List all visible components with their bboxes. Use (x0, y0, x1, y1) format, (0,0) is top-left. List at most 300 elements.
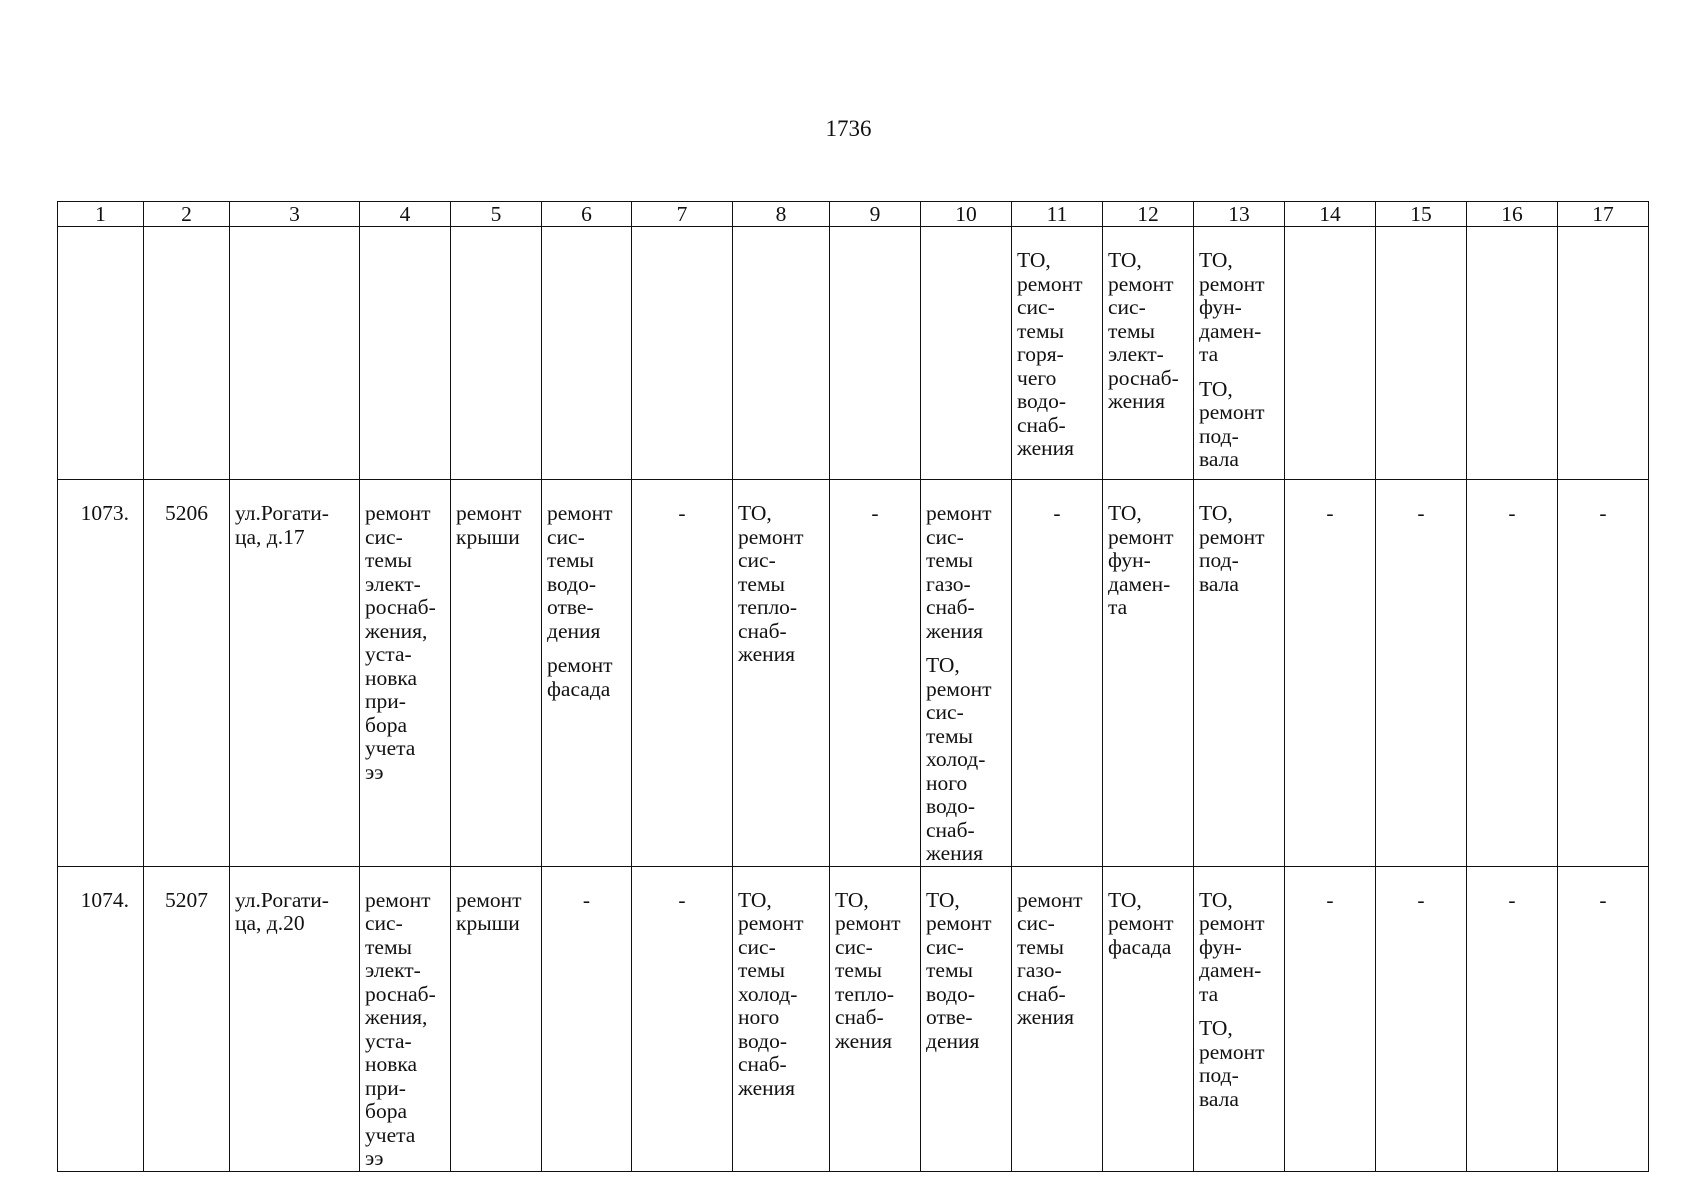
cell-content (830, 867, 920, 1054)
column-header-5: 5 (451, 202, 542, 227)
cell-text-line: дения (926, 1028, 980, 1053)
cell-content (542, 867, 631, 913)
cell-paragraph (1199, 249, 1280, 367)
cell-text-line: темы (365, 934, 412, 959)
cell-text-line: ул.Рогати- (235, 501, 329, 525)
cell-text-line: ТО, (738, 501, 772, 525)
cell-text-line: роснаб- (365, 981, 436, 1006)
cell-content (830, 227, 920, 249)
cell-text-line: уста- (365, 642, 412, 666)
cell-paragraph (634, 889, 730, 913)
cell-text-line: 5207 (165, 887, 208, 912)
cell-content (360, 480, 450, 784)
cell-text-line: крыши (456, 911, 520, 935)
table-cell-col-7 (632, 227, 733, 480)
cell-text-line: жения (1108, 389, 1166, 413)
cell-content (632, 227, 732, 249)
cell-paragraph (1017, 889, 1098, 1030)
table-cell-col-2 (144, 480, 230, 867)
cell-text-line: сис- (738, 548, 776, 572)
cell-text-line: сис- (1108, 295, 1146, 319)
table-cell-col-4 (360, 227, 451, 480)
cell-text-line: жения (1017, 1005, 1075, 1029)
cell-paragraph (365, 502, 446, 784)
cell-content (921, 227, 1011, 249)
cell-text-line: под- (1199, 1063, 1239, 1087)
cell-content (1558, 867, 1648, 913)
cell-text-line: холод- (926, 747, 986, 771)
cell-paragraph (146, 889, 227, 913)
cell-paragraph (1108, 249, 1189, 414)
table-cell-col-7 (632, 480, 733, 867)
cell-text-line: темы (1017, 318, 1064, 343)
cell-content (1194, 867, 1284, 1112)
cell-text-line: ремонт (1108, 911, 1174, 935)
cell-text-line: темы (547, 548, 594, 572)
table-cell-col-14 (1285, 866, 1376, 1171)
cell-content (632, 480, 732, 526)
cell-text-line: ТО, (1199, 1016, 1233, 1040)
cell-content (1103, 227, 1193, 414)
cell-text-line: отве- (926, 1005, 973, 1029)
cell-text-line: - (1417, 501, 1425, 525)
cell-text-line: под- (1199, 548, 1239, 572)
cell-content (230, 227, 359, 249)
cell-content (1285, 227, 1375, 249)
cell-text-line: 1074. (80, 887, 129, 912)
cell-text-line: ца, д.20 (235, 911, 305, 935)
column-header-15: 15 (1376, 202, 1467, 227)
cell-paragraph (1560, 502, 1646, 526)
cell-paragraph (544, 889, 629, 913)
cell-text-line: ТО, (1199, 501, 1233, 525)
cell-paragraph (1108, 889, 1189, 960)
cell-content (733, 227, 829, 249)
cell-paragraph (235, 502, 355, 549)
cell-text-line: ного (926, 770, 968, 795)
cell-paragraph (926, 654, 1007, 866)
table-cell-col-10 (921, 227, 1012, 480)
cell-text-line: темы (1108, 318, 1155, 343)
cell-text-line: сис- (547, 524, 585, 549)
cell-text-line: роснаб- (365, 595, 436, 619)
cell-text-line: 1073. (80, 501, 129, 525)
table-cell-col-8 (733, 480, 830, 867)
cell-paragraph (1469, 502, 1555, 526)
cell-content (1558, 227, 1648, 249)
cell-content (1285, 480, 1375, 526)
cell-text-line: горя- (1017, 342, 1064, 366)
cell-text-line: дамен- (1108, 571, 1171, 596)
table-cell-col-12 (1103, 866, 1194, 1171)
cell-content (1012, 867, 1102, 1030)
table-cell-col-17 (1558, 227, 1649, 480)
cell-text-line: жения (738, 1075, 796, 1100)
cell-text-line: сис- (926, 524, 964, 549)
cell-content (1012, 480, 1102, 526)
cell-text-line: ТО, (1108, 887, 1142, 912)
table-cell-col-17 (1558, 866, 1649, 1171)
cell-paragraph (1378, 889, 1464, 913)
cell-text-line: ТО, (1017, 248, 1051, 272)
table-cell-col-16 (1467, 227, 1558, 480)
cell-paragraph (634, 502, 730, 526)
cell-text-line: ээ (365, 1146, 384, 1170)
cell-text-line: жения, (365, 1005, 428, 1029)
cell-content (144, 867, 229, 913)
cell-paragraph (63, 889, 129, 913)
cell-text-line: - (1508, 501, 1516, 525)
table-cell-col-8 (733, 227, 830, 480)
table-cell-col-15 (1376, 227, 1467, 480)
cell-text-line: крыши (456, 524, 520, 549)
cell-text-line: та (1199, 342, 1219, 366)
column-header-7: 7 (632, 202, 733, 227)
cell-paragraph (456, 889, 537, 936)
cell-paragraph (1199, 378, 1280, 472)
works-table (57, 201, 1649, 1172)
cell-text-line: бора (365, 1099, 407, 1123)
table-cell-col-15 (1376, 480, 1467, 867)
column-header-17: 17 (1558, 202, 1649, 227)
table-cell-col-11 (1012, 866, 1103, 1171)
cell-text-line: водо- (547, 571, 596, 596)
cell-content (632, 867, 732, 913)
table-cell-col-9 (830, 227, 921, 480)
table-cell-col-5 (451, 480, 542, 867)
cell-text-line: - (678, 501, 686, 525)
table-cell-col-5 (451, 227, 542, 480)
cell-text-line: ремонт (1108, 271, 1174, 296)
cell-text-line: вала (1199, 1086, 1239, 1111)
cell-text-line: водо- (926, 794, 975, 818)
cell-paragraph (1287, 889, 1373, 913)
cell-text-line: ремонт (547, 653, 613, 677)
cell-text-line: - (1326, 887, 1334, 912)
cell-text-line: ремонт (1199, 271, 1265, 296)
table-cell-col-5 (451, 866, 542, 1171)
cell-text-line: ТО, (1199, 376, 1233, 401)
table-row (58, 866, 1649, 1171)
cell-content (360, 867, 450, 1171)
cell-content (451, 480, 541, 549)
cell-text-line: под- (1199, 423, 1239, 448)
cell-text-line: ТО, (1199, 248, 1233, 272)
column-header-2: 2 (144, 202, 230, 227)
table-cell-col-6 (542, 866, 632, 1171)
cell-text-line: ремонт (1199, 400, 1265, 424)
cell-text-line: элект- (365, 571, 421, 596)
cell-paragraph (1199, 889, 1280, 1007)
cell-content (921, 867, 1011, 1054)
column-header-3: 3 (230, 202, 360, 227)
cell-paragraph (1378, 502, 1464, 526)
cell-content (230, 867, 359, 936)
cell-text-line: жения (926, 618, 984, 643)
cell-text-line: жения (835, 1028, 893, 1053)
cell-text-line: ремонт (738, 524, 804, 549)
table-cell-col-15 (1376, 866, 1467, 1171)
table-cell-col-16 (1467, 866, 1558, 1171)
cell-text-line: элект- (1108, 342, 1164, 366)
cell-content (1103, 480, 1193, 620)
table-cell-col-1 (58, 480, 144, 867)
cell-paragraph (835, 889, 916, 1054)
table-cell-col-3 (230, 480, 360, 867)
cell-content (921, 480, 1011, 866)
cell-text-line: фасада (547, 676, 611, 701)
table-row (58, 480, 1649, 867)
table-cell-col-1 (58, 866, 144, 1171)
cell-text-line: отве- (547, 595, 594, 619)
column-header-13: 13 (1194, 202, 1285, 227)
cell-text-line: снаб- (1017, 412, 1066, 437)
header-row (58, 202, 1649, 227)
cell-text-line: снаб- (926, 595, 975, 619)
cell-text-line: - (871, 501, 879, 525)
cell-paragraph (235, 889, 355, 936)
cell-text-line: - (1599, 501, 1607, 525)
cell-text-line: ремонт (365, 887, 431, 912)
cell-text-line: темы (926, 723, 973, 748)
cell-text-line: ээ (365, 759, 384, 784)
cell-content (144, 227, 229, 249)
column-header-16: 16 (1467, 202, 1558, 227)
cell-text-line: та (1108, 595, 1128, 619)
cell-text-line: учета (365, 1122, 416, 1147)
cell-content (230, 480, 359, 549)
cell-paragraph (1108, 502, 1189, 620)
cell-content (1194, 227, 1284, 472)
cell-text-line: ТО, (738, 887, 772, 912)
cell-text-line: ТО, (835, 887, 869, 912)
cell-text-line: жения (1017, 436, 1075, 460)
table-cell-col-8 (733, 866, 830, 1171)
cell-text-line: темы (365, 548, 412, 572)
cell-text-line: ТО, (1199, 887, 1233, 912)
table-cell-col-12 (1103, 227, 1194, 480)
cell-paragraph (1199, 1017, 1280, 1111)
cell-text-line: дамен- (1199, 318, 1262, 343)
cell-text-line: ТО, (1108, 248, 1142, 272)
cell-paragraph (738, 889, 825, 1101)
cell-text-line: дения (547, 618, 601, 643)
column-header-11: 11 (1012, 202, 1103, 227)
cell-text-line: ремонт (1199, 1039, 1265, 1064)
table-cell-col-11 (1012, 480, 1103, 867)
cell-text-line: снаб- (926, 817, 975, 842)
cell-text-line: снаб- (835, 1005, 884, 1029)
cell-text-line: ремонт (456, 887, 522, 912)
cell-text-line: газо- (926, 571, 971, 596)
cell-paragraph (547, 654, 627, 701)
cell-text-line: водо- (926, 981, 975, 1006)
cell-text-line: сис- (926, 934, 964, 959)
cell-content (542, 480, 631, 701)
cell-paragraph (1287, 502, 1373, 526)
cell-text-line: ул.Рогати- (235, 887, 329, 912)
cell-content (542, 227, 631, 249)
cell-text-line: - (1417, 887, 1425, 912)
cell-text-line: сис- (1017, 295, 1055, 319)
cell-text-line: фун- (1108, 548, 1151, 572)
cell-content (1376, 867, 1466, 913)
cell-text-line: темы (926, 548, 973, 572)
cell-paragraph (926, 889, 1007, 1054)
table-cell-col-11 (1012, 227, 1103, 480)
table-cell-col-4 (360, 866, 451, 1171)
cell-text-line: темы (926, 958, 973, 982)
cell-content (830, 480, 920, 526)
cell-text-line: жения (926, 841, 984, 865)
cell-text-line: при- (365, 689, 406, 713)
cell-content (451, 227, 541, 249)
table-body (58, 227, 1649, 1172)
cell-paragraph (1017, 249, 1098, 461)
cell-text-line: темы (738, 958, 785, 982)
cell-text-line: сис- (738, 934, 776, 959)
page-number: 1736 (825, 116, 872, 141)
cell-paragraph (832, 502, 918, 526)
cell-text-line: сис- (1017, 911, 1055, 935)
cell-text-line: чего (1017, 365, 1057, 390)
cell-paragraph (1199, 502, 1280, 596)
cell-paragraph (1560, 889, 1646, 913)
cell-paragraph (146, 502, 227, 526)
column-header-10: 10 (921, 202, 1012, 227)
table-cell-col-3 (230, 866, 360, 1171)
cell-content (733, 867, 829, 1101)
table-cell-col-9 (830, 480, 921, 867)
cell-text-line: - (1599, 887, 1607, 912)
cell-text-line: снаб- (738, 618, 787, 643)
cell-text-line: - (678, 887, 686, 912)
cell-content (1376, 480, 1466, 526)
cell-text-line: ремонт (926, 676, 992, 701)
cell-text-line: темы (738, 571, 785, 596)
table-cell-col-13 (1194, 227, 1285, 480)
cell-text-line: ремонт (835, 911, 901, 935)
cell-content (58, 867, 143, 913)
cell-text-line: - (1326, 501, 1334, 525)
cell-text-line: при- (365, 1075, 406, 1100)
column-header-14: 14 (1285, 202, 1376, 227)
cell-content (1376, 227, 1466, 249)
cell-text-line: ца, д.17 (235, 524, 305, 549)
cell-text-line: газо- (1017, 958, 1062, 982)
cell-text-line: дамен- (1199, 958, 1262, 982)
column-header-4: 4 (360, 202, 451, 227)
cell-text-line: сис- (926, 700, 964, 724)
cell-content (1467, 480, 1557, 526)
cell-paragraph (1469, 889, 1555, 913)
cell-text-line: снаб- (738, 1052, 787, 1076)
cell-text-line: снаб- (1017, 981, 1066, 1006)
cell-text-line: ТО, (1108, 501, 1142, 525)
cell-content (58, 480, 143, 526)
column-header-6: 6 (542, 202, 632, 227)
cell-text-line: жения, (365, 618, 428, 643)
cell-text-line: ремонт (1199, 524, 1265, 549)
table-row (58, 227, 1649, 480)
table-cell-col-1 (58, 227, 144, 480)
cell-text-line: уста- (365, 1028, 412, 1053)
cell-paragraph (1014, 502, 1100, 526)
table-cell-col-7 (632, 866, 733, 1171)
cell-content (1285, 867, 1375, 913)
cell-text-line: фасада (1108, 934, 1172, 959)
cell-content (1467, 867, 1557, 913)
table-cell-col-14 (1285, 480, 1376, 867)
cell-text-line: сис- (365, 911, 403, 935)
cell-paragraph (738, 502, 825, 667)
cell-text-line: вала (1199, 447, 1239, 471)
column-header-12: 12 (1103, 202, 1194, 227)
cell-text-line: ремонт (926, 911, 992, 935)
table-cell-col-14 (1285, 227, 1376, 480)
cell-text-line: фун- (1199, 934, 1242, 959)
cell-content (58, 227, 143, 249)
cell-content (360, 227, 450, 249)
cell-text-line: фун- (1199, 295, 1242, 319)
cell-text-line: холод- (738, 981, 798, 1006)
table-cell-col-17 (1558, 480, 1649, 867)
table-cell-col-3 (230, 227, 360, 480)
cell-content (144, 480, 229, 526)
cell-content (1103, 867, 1193, 960)
cell-text-line: ремонт (456, 501, 522, 525)
table-cell-col-10 (921, 480, 1012, 867)
cell-text-line: элект- (365, 958, 421, 982)
cell-text-line: сис- (365, 524, 403, 549)
table-cell-col-13 (1194, 480, 1285, 867)
cell-text-line: бора (365, 712, 407, 737)
cell-content (1558, 480, 1648, 526)
cell-text-line: ремонт (1017, 887, 1083, 912)
table-cell-col-12 (1103, 480, 1194, 867)
cell-text-line: ТО, (926, 887, 960, 912)
cell-text-line: 5206 (165, 501, 208, 525)
cell-text-line: сис- (835, 934, 873, 959)
cell-content (1194, 480, 1284, 596)
cell-text-line: жения (738, 642, 796, 666)
table-cell-col-4 (360, 480, 451, 867)
cell-text-line: роснаб- (1108, 365, 1179, 390)
cell-text-line: ремонт (547, 501, 613, 525)
cell-paragraph (365, 889, 446, 1171)
table-cell-col-6 (542, 227, 632, 480)
cell-content (451, 867, 541, 936)
cell-text-line: ремонт (926, 501, 992, 525)
cell-text-line: темы (835, 958, 882, 982)
cell-text-line: тепло- (835, 981, 895, 1006)
column-header-9: 9 (830, 202, 921, 227)
cell-text-line: ремонт (1017, 271, 1083, 296)
cell-content (733, 480, 829, 667)
table-cell-col-13 (1194, 866, 1285, 1171)
cell-text-line: - (582, 887, 591, 912)
table-cell-col-6 (542, 480, 632, 867)
cell-paragraph (63, 502, 129, 526)
table-cell-col-10 (921, 866, 1012, 1171)
table-cell-col-16 (1467, 480, 1558, 867)
cell-text-line: - (1508, 887, 1516, 912)
cell-text-line: ремонт (738, 911, 804, 935)
cell-text-line: темы (1017, 934, 1064, 959)
column-header-1: 1 (58, 202, 144, 227)
cell-text-line: водо- (738, 1028, 787, 1053)
cell-text-line: новка (365, 665, 418, 690)
